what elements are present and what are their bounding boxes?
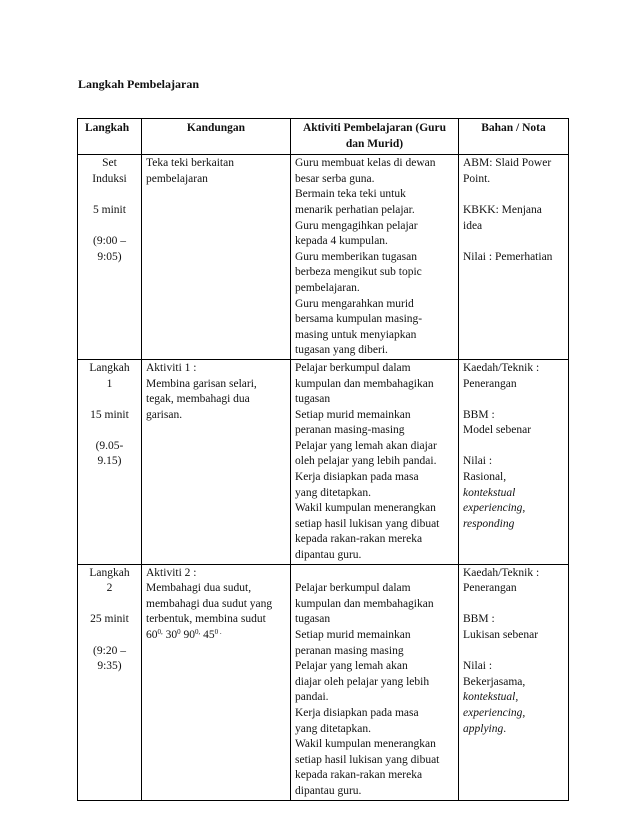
table-row — [78, 359, 569, 564]
cell-bahan: Kaedah/Teknik : Penerangan BBM : Model sebenar Nilai : Rasional, kontekstual experiencing, responding — [459, 359, 569, 564]
cell-bahan: ABM: Slaid Power Point. KBKK: Menjana idea Nilai : Pemerhatian — [459, 155, 569, 360]
cell-kandungan: Aktiviti 2 : Membahagi dua sudut, membahagi dua sudut yang terbentuk, membina sudut $60^{0,}$ $30^0$ $90^{0,}$ $45^{0 .}$ — [142, 564, 291, 800]
cell-kandungan: Teka teki berkaitan pembelajaran — [142, 155, 291, 360]
cell-bahan: Kaedah/Teknik : Penerangan BBM : Lukisan sebenar Nilai : Bekerjasama, kontekstual, experiencing, applying. — [459, 564, 569, 800]
table-row — [78, 155, 569, 360]
cell-aktiviti: Pelajar berkumpul dalam kumpulan dan membahagikan tugasan Setiap murid memainkan peranan masing masing Pelajar yang lemah akan diajar oleh pelajar yang lebih pandai. Kerja disiapkan pada masa yang ditetapkan. Wakil kumpulan menerangkan setiap hasil lukisan yang dibuat kepada rakan-rakan mereka dipantau guru. — [291, 564, 459, 800]
lesson-plan-table — [77, 118, 569, 801]
header-langkah: Langkah — [78, 119, 142, 155]
header-bahan: Bahan / Nota — [459, 119, 569, 155]
angle-list: $60^{0,}$ $30^0$ $90^{0,}$ $45^{0 .}$ — [146, 628, 222, 641]
cell-kandungan: Aktiviti 1 : Membina garisan selari, tegak, membahagi dua garisan. — [142, 359, 291, 564]
cell-langkah: Set Induksi 5 minit (9:00 – 9:05) — [78, 155, 142, 360]
header-kandungan: Kandungan — [142, 119, 291, 155]
table-header-row — [78, 119, 569, 155]
table-row — [78, 564, 569, 800]
page-title: Langkah Pembelajaran — [78, 77, 200, 91]
cell-langkah: Langkah 1 15 minit (9.05- 9.15) — [78, 359, 142, 564]
cell-aktiviti: Guru membuat kelas di dewan besar serba guna. Bermain teka teki untuk menarik perhatian pelajar. Guru mengagihkan pelajar kepada 4 kumpulan. Guru memberikan tugasan berbeza mengikut sub topic pembelajaran. Guru mengarahkan murid bersama kumpulan masing- masing untuk menyiapkan tugasan yang diberi. — [291, 155, 459, 360]
header-aktiviti: Aktiviti Pembelajaran (Guru dan Murid) — [291, 119, 459, 155]
cell-aktiviti: Pelajar berkumpul dalam kumpulan dan membahagikan tugasan Setiap murid memainkan peranan masing-masing Pelajar yang lemah akan diajar oleh pelajar yang lebih pandai. Kerja disiapkan pada masa yang ditetapkan. Wakil kumpulan menerangkan setiap hasil lukisan yang dibuat kepada rakan-rakan mereka dipantau guru. — [291, 359, 459, 564]
cell-langkah: Langkah 2 25 minit (9:20 – 9:35) — [78, 564, 142, 800]
